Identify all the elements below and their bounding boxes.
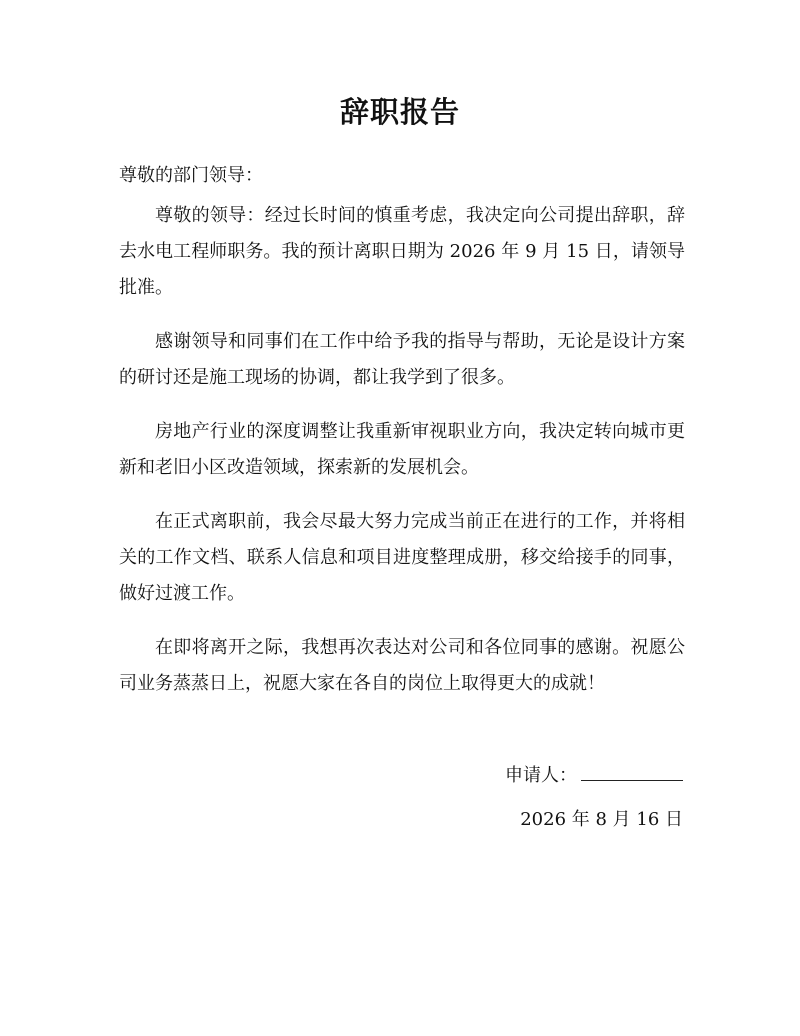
paragraph-3: 房地产行业的深度调整让我重新审视职业方向，我决定转向城市更新和老旧小区改造领域，探索新的发展机会。	[119, 421, 685, 478]
document-date: 2026 年 8 月 16 日	[520, 809, 683, 830]
paragraph-4: 在正式离职前，我会尽最大努力完成当前正在进行的工作，并将相关的工作文档、联系人信息和项目进度整理成册，移交给接手的同事，做好过渡工作。	[119, 511, 685, 604]
applicant-row	[505, 758, 683, 794]
paragraph-1: 尊敬的领导：经过长时间的慎重考虑，我决定向公司提出辞职，辞去水电工程师职务。我的预计离职日期为 2026 年 9 月 15 日，请领导批准。	[119, 205, 685, 298]
document-body	[119, 158, 685, 720]
paragraph-2: 感谢领导和同事们在工作中给予我的指导与帮助，无论是设计方案的研讨还是施工现场的协调，都让我学到了很多。	[119, 331, 685, 388]
salutation: 尊敬的部门领导：	[119, 165, 263, 186]
signature-block	[505, 758, 683, 838]
paragraph-5: 在即将离开之际，我想再次表达对公司和各位同事的感谢。祝愿公司业务蒸蒸日上，祝愿大家在各自的岗位上取得更大的成就！	[119, 637, 685, 694]
document-title: 辞职报告	[339, 95, 460, 129]
applicant-label: 申请人：	[505, 765, 577, 786]
signature-line	[581, 758, 683, 781]
